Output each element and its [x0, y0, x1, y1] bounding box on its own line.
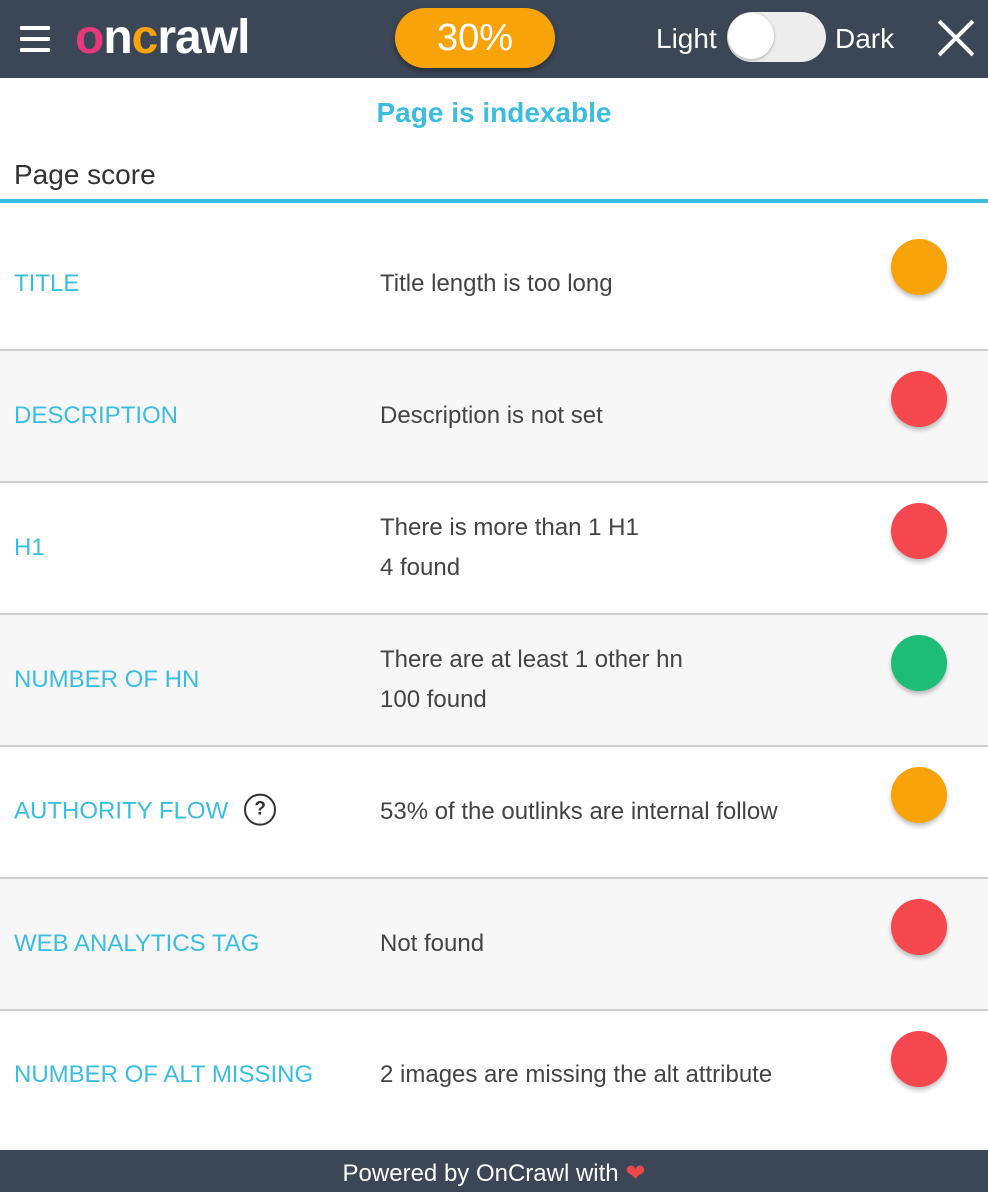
- row-label: [14, 664, 199, 696]
- row-label-text: H1: [14, 534, 45, 561]
- row-message: [380, 508, 639, 588]
- row-message-line: Description is not set: [380, 402, 603, 429]
- status-indicator: [891, 503, 947, 559]
- score-row: [0, 1011, 988, 1139]
- theme-dark-label: Dark: [835, 23, 895, 54]
- toggle-knob: [728, 13, 774, 59]
- status-indicator: [891, 899, 947, 955]
- row-label: [14, 796, 276, 829]
- row-message: [380, 264, 613, 304]
- status-indicator: [891, 239, 947, 295]
- help-icon[interactable]: ?: [244, 793, 276, 825]
- row-label: [14, 928, 259, 960]
- logo-letter: l: [237, 11, 250, 64]
- row-label: [14, 1059, 313, 1091]
- row-message: [380, 640, 683, 720]
- logo-letter: o: [75, 11, 104, 64]
- logo-letter: w: [200, 11, 238, 64]
- row-message: [380, 1055, 772, 1095]
- row-label-text: DESCRIPTION: [14, 402, 179, 429]
- row-label: [14, 532, 45, 564]
- row-label: [14, 268, 79, 300]
- row-message-line: 53% of the outlinks are internal follow: [380, 798, 778, 825]
- row-message: [380, 924, 484, 964]
- logo-letter: n: [103, 11, 132, 64]
- status-indicator: [891, 1031, 947, 1087]
- row-message-line: 2 images are missing the alt attribute: [380, 1061, 773, 1088]
- theme-light-label: Light: [656, 23, 717, 54]
- theme-toggle[interactable]: [727, 12, 826, 62]
- score-row: [0, 351, 988, 483]
- status-indicator: [891, 767, 947, 823]
- row-label-text: TITLE: [14, 270, 80, 297]
- score-row: [0, 219, 988, 351]
- row-message-line: Not found: [380, 930, 485, 957]
- menu-icon[interactable]: [20, 26, 50, 52]
- score-list: [0, 219, 988, 1139]
- score-row: [0, 879, 988, 1011]
- top-bar: [0, 0, 988, 78]
- footer: [0, 1150, 988, 1192]
- row-message-line: 4 found: [380, 554, 461, 581]
- logo-letter: a: [175, 11, 201, 64]
- row-label-text: AUTHORITY FLOW: [14, 797, 229, 825]
- indexable-status: Page is indexable: [376, 97, 612, 128]
- logo-letter: c: [131, 11, 158, 64]
- row-message-line: Title length is too long: [380, 270, 613, 297]
- row-message-line: There are at least 1 other hn: [380, 646, 683, 673]
- row-message: [380, 792, 778, 832]
- oncrawl-logo: [75, 10, 249, 66]
- section-divider: [0, 199, 988, 203]
- section-title: Page score: [14, 159, 156, 190]
- row-label-text: WEB ANALYTICS TAG: [14, 930, 260, 957]
- row-message-line: 100 found: [380, 686, 487, 713]
- score-row: [0, 615, 988, 747]
- score-row: [0, 747, 988, 879]
- status-indicator: [891, 371, 947, 427]
- status-indicator: [891, 635, 947, 691]
- score-badge: 30%: [395, 8, 555, 68]
- row-message: [380, 396, 603, 436]
- row-label-text: NUMBER OF HN: [14, 666, 200, 693]
- heart-icon: ❤: [625, 1160, 646, 1187]
- row-label: [14, 400, 178, 432]
- row-label-text: NUMBER OF ALT MISSING: [14, 1061, 314, 1088]
- row-message-line: There is more than 1 H1: [380, 514, 639, 541]
- close-icon[interactable]: [936, 18, 976, 58]
- score-row: [0, 483, 988, 615]
- footer-text: Powered by OnCrawl with: [342, 1160, 619, 1187]
- logo-letter: r: [157, 11, 176, 64]
